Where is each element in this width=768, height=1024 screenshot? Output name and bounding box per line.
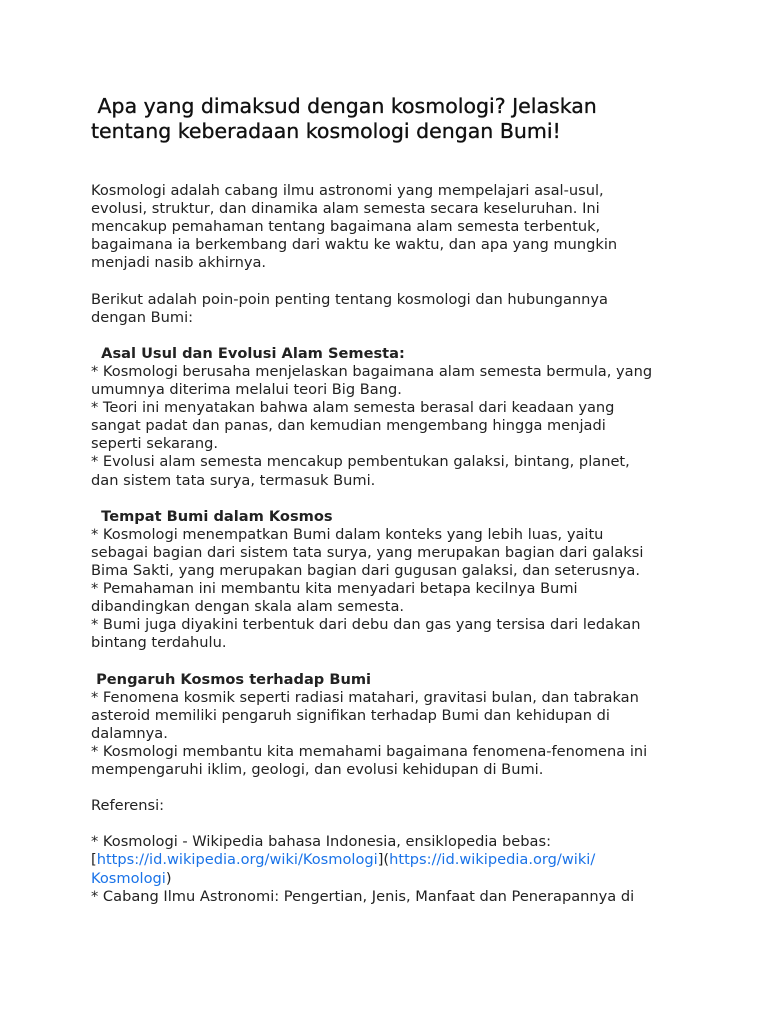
bracket-text: [: [91, 851, 97, 869]
text-line: evolusi, struktur, dan dinamika alam semesta secara keseluruhan. Ini: [91, 200, 600, 218]
bullet-line: Bima Sakti, yang merupakan bagian dari gugusan galaksi, dan seterusnya.: [91, 561, 640, 579]
section-heading: Asal Usul dan Evolusi Alam Semesta:: [91, 344, 405, 362]
reference-item: * Kosmologi - Wikipedia bahasa Indonesia, ensiklopedia bebas:: [91, 833, 551, 851]
reference-link[interactable]: https://id.wikipedia.org/wiki/Kosmologi: [96, 851, 378, 869]
title-line: Apa yang dimaksud dengan kosmologi? Jelaskan: [91, 94, 597, 118]
bullet-line: * Kosmologi membantu kita memahami bagaimana fenomena-fenomena ini: [91, 742, 648, 760]
spacer: [91, 652, 691, 670]
bullet-line: sebagai bagian dari sistem tata surya, yang merupakan bagian dari galaksi: [91, 543, 644, 561]
bullet-line: * Pemahaman ini membantu kita menyadari betapa kecilnya Bumi: [91, 580, 578, 598]
spacer: [91, 490, 691, 508]
reference-link-part[interactable]: https://id.wikipedia.org/wiki/: [389, 851, 596, 869]
spacer: [91, 327, 691, 345]
section-earth-place: [91, 508, 691, 653]
bullet-line: * Kosmologi menempatkan Bumi dalam konteks yang lebih luas, yaitu: [91, 525, 604, 543]
spacer: [91, 815, 691, 833]
points-intro-paragraph: [91, 291, 691, 327]
bullet-line: * Kosmologi berusaha menjelaskan bagaimana alam semesta bermula, yang: [91, 362, 653, 380]
bullet-line: asteroid memiliki pengaruh signifikan terhadap Bumi dan kehidupan di: [91, 706, 610, 724]
bullet-line: sangat padat dan panas, dan kemudian mengembang hingga menjadi: [91, 417, 606, 435]
bullet-line: bintang terdahulu.: [91, 634, 227, 652]
document-body: [91, 182, 691, 906]
section-origin: [91, 345, 691, 490]
text-line: menjadi nasib akhirnya.: [91, 254, 267, 272]
bullet-line: * Fenomena kosmik seperti radiasi matahari, gravitasi bulan, dan tabrakan: [91, 688, 639, 706]
text-line: dengan Bumi:: [91, 308, 194, 326]
bullet-line: dibandingkan dengan skala alam semesta.: [91, 598, 405, 616]
text-line: mencakup pemahaman tentang bagaimana alam semesta terbentuk,: [91, 218, 601, 236]
section-cosmic-influence: [91, 671, 691, 780]
bullet-line: * Bumi juga diyakini terbentuk dari debu dan gas yang tersisa dari ledakan: [91, 616, 641, 634]
reference-item: * Cabang Ilmu Astronomi: Pengertian, Jenis, Manfaat dan Penerapannya di: [91, 887, 635, 905]
spacer: [91, 779, 691, 797]
reference-links-line: [91, 851, 691, 869]
reference-links-line: [91, 870, 691, 888]
intro-paragraph: [91, 182, 691, 272]
text-line: bagaimana ia berkembang dari waktu ke waktu, dan apa yang mungkin: [91, 236, 618, 254]
reference-link-part[interactable]: Kosmologi: [91, 869, 166, 887]
bullet-line: seperti sekarang.: [91, 435, 219, 453]
text-line: Berikut adalah poin-poin penting tentang kosmologi dan hubungannya: [91, 290, 608, 308]
references-label: Referensi:: [91, 797, 165, 815]
bracket-text: ](: [377, 851, 390, 869]
bullet-line: umumnya diterima melalui teori Big Bang.: [91, 381, 402, 399]
text-line: Kosmologi adalah cabang ilmu astronomi yang mempelajari asal-usul,: [91, 182, 604, 199]
title-line: tentang keberadaan kosmologi dengan Bumi!: [91, 119, 561, 143]
bullet-line: dan sistem tata surya, termasuk Bumi.: [91, 471, 376, 489]
bullet-line: * Evolusi alam semesta mencakup pembentukan galaksi, bintang, planet,: [91, 453, 630, 471]
bracket-text: ): [165, 869, 172, 887]
document-title: [91, 94, 691, 144]
bullet-line: dalamnya.: [91, 724, 168, 742]
references-section: [91, 797, 691, 906]
bullet-line: * Teori ini menyatakan bahwa alam semesta berasal dari keadaan yang: [91, 399, 615, 417]
section-heading: Tempat Bumi dalam Kosmos: [91, 507, 333, 525]
section-heading: Pengaruh Kosmos terhadap Bumi: [91, 670, 372, 688]
spacer: [91, 272, 691, 290]
bullet-line: mempengaruhi iklim, geologi, dan evolusi kehidupan di Bumi.: [91, 761, 544, 778]
